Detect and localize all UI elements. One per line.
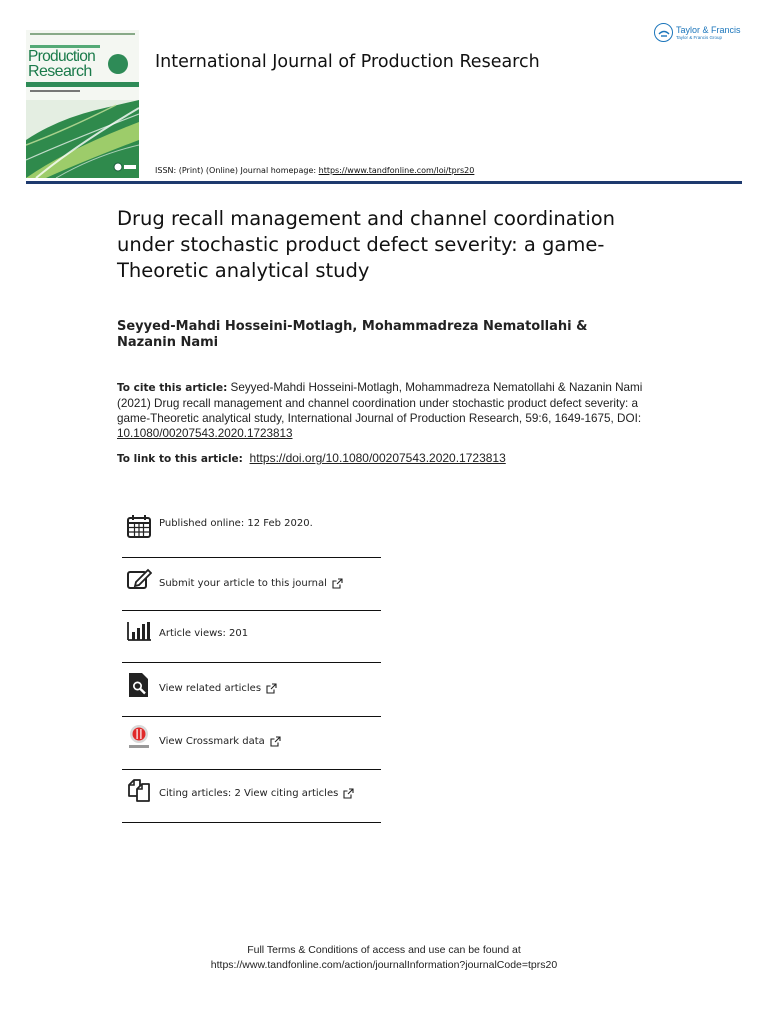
info-views [122,610,381,663]
cover-band [26,82,139,87]
header-divider [26,181,742,184]
article-views-label: Article views: 201 [159,628,249,639]
citation-block [117,380,645,441]
cover-title-line1: Production [28,48,96,65]
journal-homepage-link[interactable]: https://www.tandfonline.com/loi/tprs20 [318,166,475,175]
related-articles-link[interactable] [159,683,277,694]
published-label: Published online: 12 Feb 2020. [159,518,313,529]
terms-footer-url[interactable]: https://www.tandfonline.com/action/journalInformation?journalCode=tprs20 [210,959,558,971]
cover-title-line2: Research [28,63,92,80]
citing-articles-label: Citing articles: 2 View citing articles [159,788,339,799]
calendar-icon [126,513,152,539]
search-document-icon [126,672,152,698]
article-doi-url[interactable]: https://doi.org/10.1080/00207543.2020.1723813 [249,451,506,465]
journal-title: International Journal of Production Research [155,52,540,72]
citation-label: To cite this article: [117,382,228,394]
external-link-icon [270,736,281,747]
info-citing[interactable] [122,769,381,822]
info-crossmark[interactable] [122,716,381,769]
terms-footer [0,943,768,973]
submit-article-label: Submit your article to this journal [159,578,327,589]
crossmark-link[interactable] [159,736,281,747]
bar-chart-icon [126,618,152,644]
article-link-line [117,451,506,465]
external-link-icon [266,683,277,694]
cover-seal-icon [108,54,128,74]
submit-article-link[interactable] [159,578,343,589]
taylor-francis-logo [654,23,741,42]
publisher-name: Taylor & Francis [676,24,741,35]
crossmark-icon [126,724,152,750]
article-link-label: To link to this article: [117,453,243,465]
cover-top-line [30,33,135,35]
article-authors: Seyyed-Mahdi Hosseini-Motlagh, Mohammadreza Nematollahi & Nazanin Nami [117,319,588,350]
citing-icon [126,777,152,803]
info-related[interactable] [122,663,381,716]
citation-doi-link[interactable]: 10.1080/00207543.2020.1723813 [117,427,293,440]
related-articles-label: View related articles [159,683,262,694]
info-published [122,504,381,557]
terms-footer-line1: Full Terms & Conditions of access and use can be found at [247,944,521,956]
issn-label: ISSN: (Print) (Online) Journal homepage: [155,166,319,175]
info-submit[interactable] [122,557,381,610]
cover-artwork [26,100,139,178]
citing-articles-link[interactable] [159,788,354,799]
publisher-group: Taylor & Francis Group [676,34,723,40]
journal-cover-image [26,30,139,178]
issn-line [155,166,474,175]
taylor-francis-mark-icon [654,23,673,42]
info-divider [122,822,381,823]
edit-icon [126,566,152,592]
citation-text: Seyyed-Mahdi Hosseini-Motlagh, Mohammadreza Nematollahi & Nazanin Nami (2021) Drug recall management and channel coordination under stochastic product defect severity: a game-Theoretic analytical study, International Journal of Production Research, 59:6, 1649-1675, DOI: [117,381,643,425]
external-link-icon [332,578,343,589]
article-title: Drug recall management and channel coordination under stochastic product defect severity: a game-Theoretic analytical study [117,207,616,282]
external-link-icon [343,788,354,799]
cover-editor-line [30,90,80,92]
crossmark-label: View Crossmark data [159,736,265,747]
